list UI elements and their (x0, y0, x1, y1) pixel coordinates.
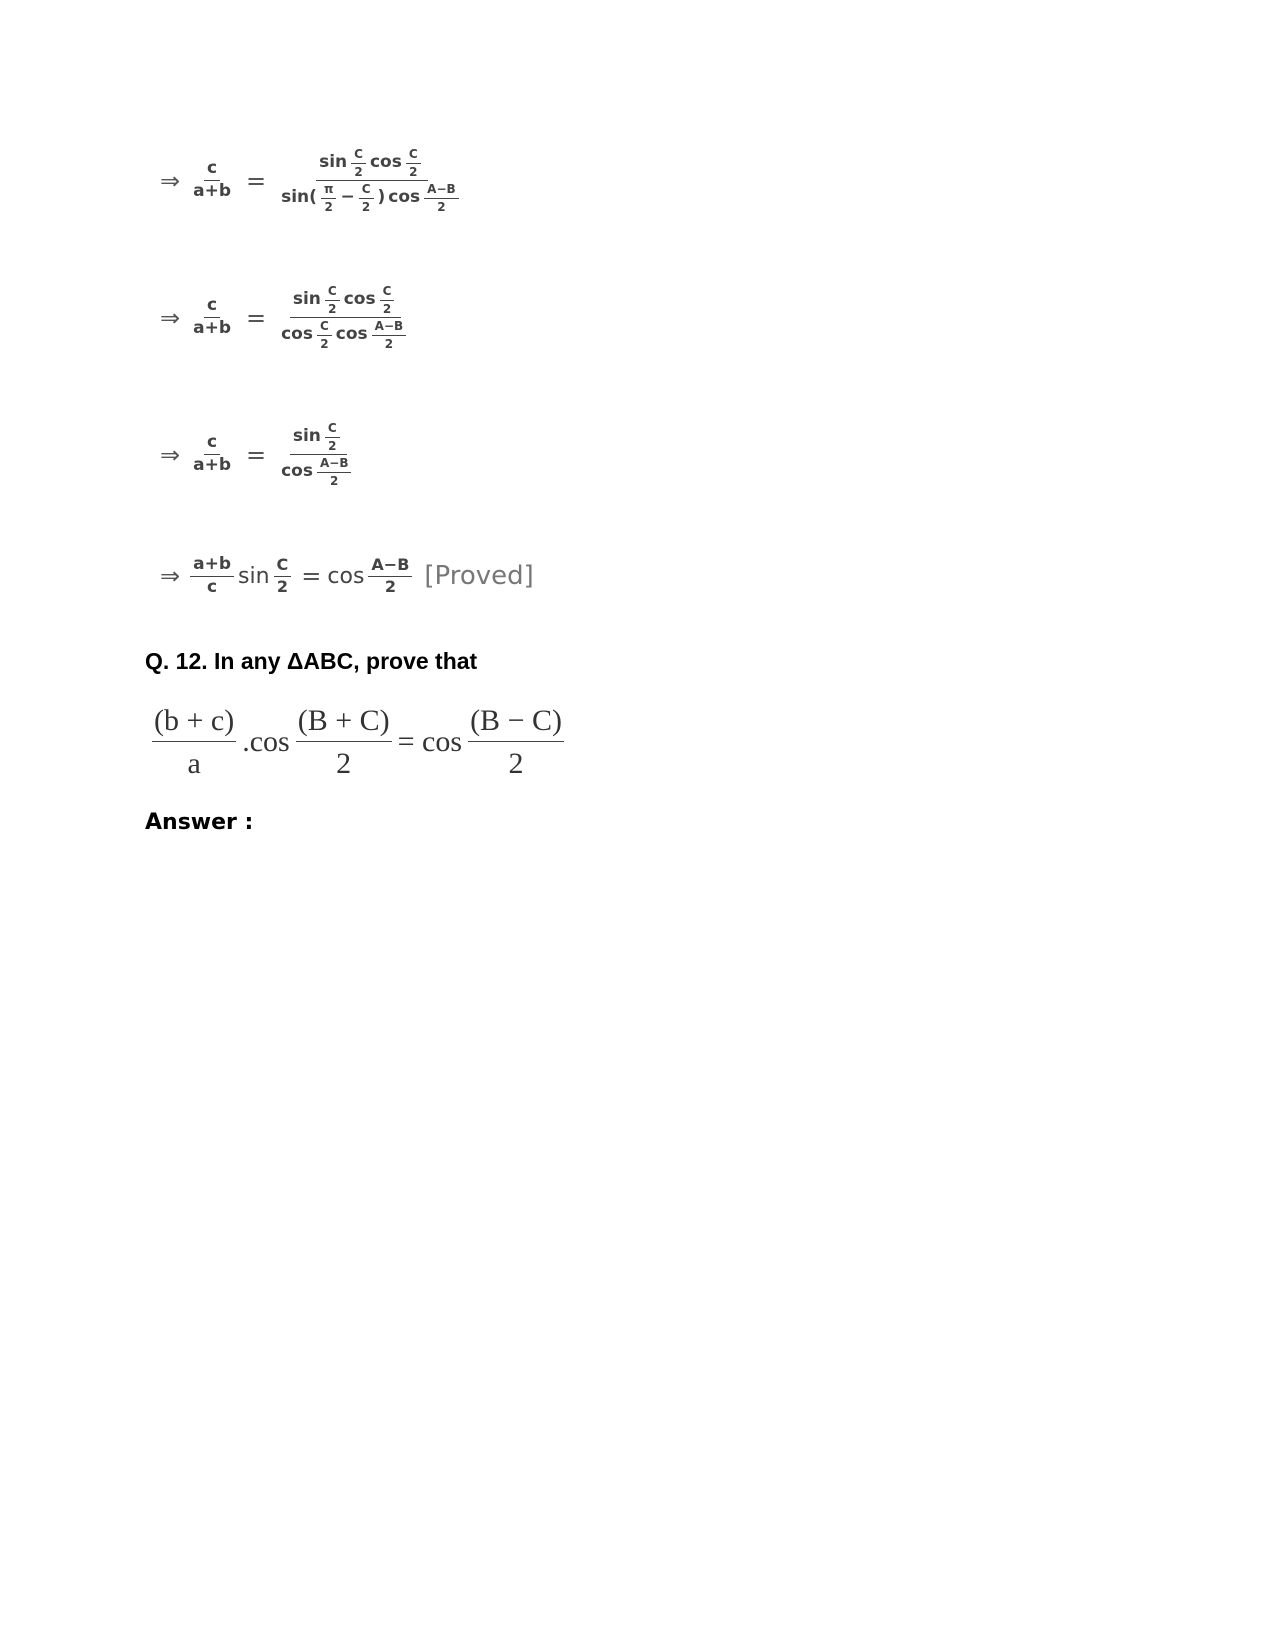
dot-cos-word: .cos (242, 725, 290, 758)
frac-den: 2 (336, 746, 352, 780)
a-minus-b-half-fraction (424, 183, 459, 213)
question-equation (148, 705, 568, 779)
frac-den: 2 (437, 199, 446, 214)
frac-num: C (406, 148, 421, 164)
sin-word: sin (292, 426, 321, 447)
frac-den: 2 (276, 576, 288, 596)
rhs-fraction (278, 285, 413, 350)
rhs-denominator (278, 455, 358, 487)
lhs-numerator: a+b (190, 556, 234, 577)
frac-den: 2 (382, 301, 392, 316)
lhs-numerator: c (204, 160, 220, 181)
half-c-fraction (274, 557, 292, 596)
rhs-denominator (278, 181, 466, 213)
lhs-denominator: a+b (193, 318, 231, 339)
question-title: Q. 12. In any ΔABC, prove that (145, 648, 478, 674)
half-c-fraction (351, 148, 366, 178)
rhs-fraction (278, 148, 466, 213)
frac-num: C (325, 422, 340, 438)
frac-num: (B + C) (296, 705, 392, 742)
frac-den: 2 (320, 336, 329, 351)
proof-step-4 (160, 556, 534, 597)
a-minus-b-half-fraction (368, 557, 412, 596)
cos-word: cos (369, 152, 402, 173)
frac-den: 2 (384, 336, 394, 351)
frac-den: a (187, 746, 201, 780)
proof-step-1 (160, 148, 470, 213)
lhs-denominator: c (207, 576, 218, 597)
rhs-numerator (316, 148, 428, 181)
a-minus-b-half-fraction (317, 457, 352, 487)
lhs-fraction (190, 297, 234, 338)
cos-word: cos (281, 461, 313, 482)
minus-sign: − (340, 187, 355, 208)
frac-num: C (351, 148, 366, 164)
sin-term (238, 557, 295, 596)
lhs-numerator: c (204, 297, 220, 318)
cos-term (327, 557, 416, 596)
sin-word: sin (281, 187, 310, 208)
frac-num: C (317, 320, 332, 336)
rhs-numerator (290, 422, 347, 455)
frac-den: 2 (361, 199, 371, 214)
pi-half-fraction (321, 183, 337, 213)
frac-num: C (325, 285, 340, 301)
lhs-denominator: a+b (193, 455, 231, 476)
b-plus-c-half-fraction (296, 705, 392, 779)
answer-label: Answer : (145, 810, 254, 835)
implies-symbol: ⇒ (160, 166, 181, 195)
lhs-denominator: a+b (193, 181, 231, 202)
close-paren: ) (377, 187, 386, 208)
frac-num: C (380, 285, 395, 301)
equals-sign: = (246, 303, 267, 332)
frac-num: A−B (424, 183, 459, 199)
proof-step-3 (160, 422, 362, 487)
frac-den: 2 (384, 576, 396, 596)
half-c-fraction (317, 320, 332, 350)
equals-cos-word: = cos (397, 725, 463, 758)
frac-num: A−B (372, 320, 407, 336)
half-c-fraction (380, 285, 395, 315)
b-plus-c-over-a-fraction (152, 705, 236, 779)
proof-step-2 (160, 285, 417, 350)
half-c-fraction (406, 148, 421, 178)
cos-word: cos (343, 289, 376, 310)
frac-num: (B − C) (468, 705, 564, 742)
frac-num: π (321, 183, 337, 199)
proved-label: [Proved] (424, 561, 534, 592)
cos-word: cos (335, 324, 368, 345)
frac-num: A−B (368, 557, 412, 577)
frac-den: 2 (324, 199, 333, 214)
rhs-denominator (278, 318, 413, 350)
equals-sign: = (246, 440, 267, 469)
frac-num: C (274, 557, 292, 577)
half-c-fraction (325, 422, 340, 452)
frac-num: A−B (317, 457, 352, 473)
frac-den: 2 (409, 164, 418, 179)
sin-word: sin (292, 289, 321, 310)
open-paren: ( (309, 187, 317, 208)
frac-den: 2 (328, 438, 337, 453)
lhs-fraction (190, 556, 234, 597)
cos-word: cos (281, 324, 313, 345)
cos-word: cos (388, 187, 421, 208)
rhs-fraction (278, 422, 358, 487)
implies-symbol: ⇒ (160, 562, 181, 591)
frac-den: 2 (330, 473, 339, 488)
a-minus-b-half-fraction (372, 320, 407, 350)
frac-den: 2 (328, 301, 337, 316)
equals-sign: = (301, 562, 322, 591)
implies-symbol: ⇒ (160, 440, 181, 469)
equals-sign: = (246, 166, 267, 195)
cos-word: cos (327, 563, 365, 589)
lhs-fraction (190, 434, 234, 475)
sin-word: sin (319, 152, 348, 173)
lhs-numerator: c (204, 434, 220, 455)
lhs-fraction (190, 160, 234, 201)
b-minus-c-half-fraction (468, 705, 564, 779)
frac-den: 2 (354, 164, 363, 179)
sin-word: sin (238, 563, 270, 589)
frac-den: 2 (508, 746, 524, 780)
half-c-fraction (325, 285, 340, 315)
rhs-numerator (290, 285, 402, 318)
frac-num: C (359, 183, 374, 199)
frac-num: (b + c) (152, 705, 236, 742)
half-c-fraction (359, 183, 374, 213)
implies-symbol: ⇒ (160, 303, 181, 332)
